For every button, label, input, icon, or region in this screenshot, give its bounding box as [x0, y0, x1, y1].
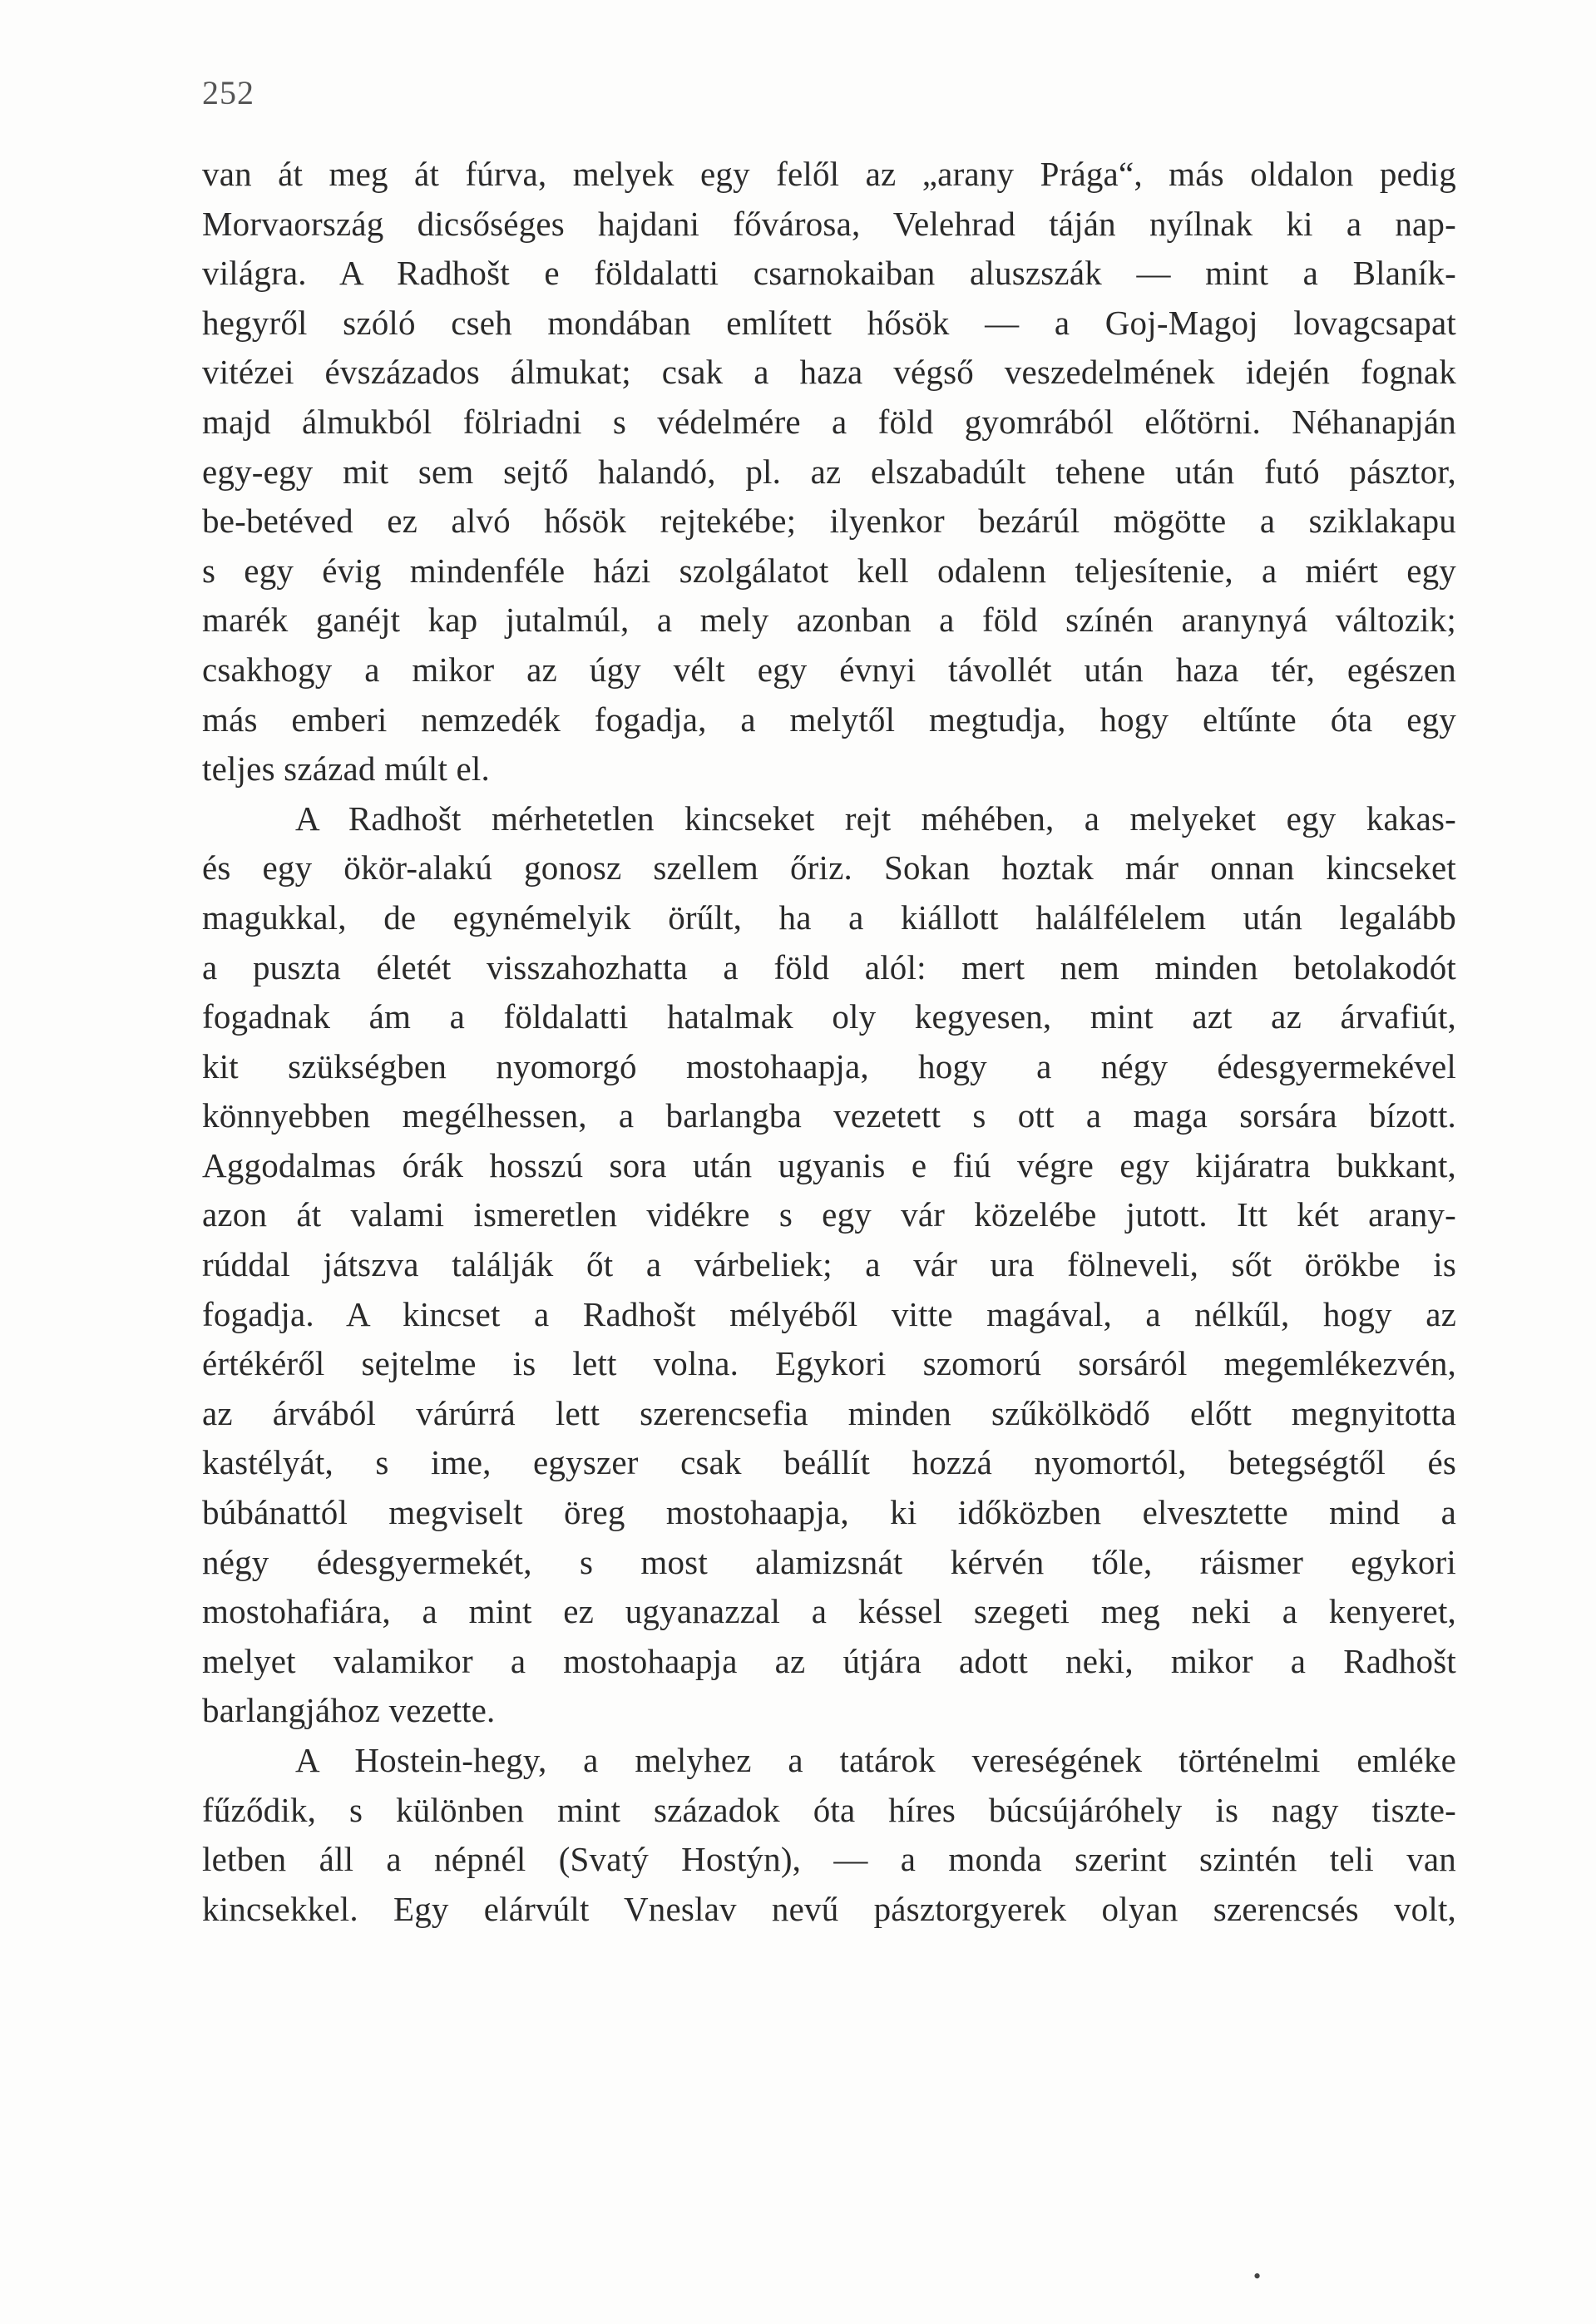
text-line: vitézei évszázados álmukat; csak a haza végső veszedelmének idején fognak — [202, 353, 1456, 392]
text-line: az árvából várúrrá lett szerencsefia minden szűkölködő előtt megnyitotta — [202, 1393, 1456, 1432]
paragraph-start-line: A Hostein-hegy, a melyhez a tatárok vereségének történelmi emléke — [295, 1741, 1456, 1779]
text-line: kastélyát, s ime, egyszer csak beállít hozzá nyomortól, betegségtől és — [202, 1443, 1456, 1482]
text-line: és egy ökör-alakú gonosz szellem őriz. Sokan hoztak már onnan kincseket — [202, 848, 1456, 888]
text-line: rúddal játszva találják őt a várbeliek; a vár ura fölneveli, sőt örökbe is — [202, 1245, 1456, 1284]
text-line: Morvaország dicsőséges hajdani fővárosa, Velehrad táján nyílnak ki a nap- — [202, 204, 1456, 243]
paragraph-start-line: A Radhošt mérhetetlen kincseket rejt méhében, a melyeket egy kakas- — [295, 799, 1456, 838]
text-line: van át meg át fúrva, melyek egy felől az „arany Prága“, más oldalon pedig — [202, 155, 1456, 193]
text-line: azon át valami ismeretlen vidékre s egy vár közelébe jutott. Itt két arany- — [202, 1195, 1456, 1234]
body-text — [202, 150, 1456, 1934]
page-number: 252 — [202, 74, 254, 111]
text-line: be-betéved ez alvó hősök rejtekébe; ilyenkor bezárúl mögötte a sziklakapu — [202, 502, 1456, 541]
text-line: Aggodalmas órák hosszú sora után ugyanis e fiú végre egy kijáratra bukkant, — [202, 1145, 1456, 1184]
text-line: világra. A Radhošt e földalatti csarnokaiban aluszszák — mint a Blaník- — [202, 254, 1456, 293]
text-line: kit szükségben nyomorgó mostohaapja, hogy a négy édesgyermekével — [202, 1046, 1456, 1085]
text-line: a puszta életét visszahozhatta a föld alól: mert nem minden betolakodót — [202, 947, 1456, 986]
text-line: könnyebben megélhessen, a barlangba vezetett s ott a maga sorsára bízott. — [202, 1096, 1456, 1135]
text-line: fogadnak ám a földalatti hatalmak oly kegyesen, mint azt az árvafiút, — [202, 997, 1456, 1036]
text-line: marék ganéjt kap jutalmúl, a mely azonban a föld színén aranynyá változik; — [202, 601, 1456, 640]
text-line: fűződik, s különben mint századok óta híres búcsújáróhely is nagy tiszte- — [202, 1790, 1456, 1829]
text-line: búbánattól megviselt öreg mostohaapja, ki időközben elvesztette mind a — [202, 1493, 1456, 1532]
text-line: mostohafiára, a mint ez ugyanazzal a késsel szegeti meg neki a kenyeret, — [202, 1592, 1456, 1631]
text-line: más emberi nemzedék fogadja, a melytől megtudja, hogy eltűnte óta egy — [202, 700, 1456, 739]
text-line: egy-egy mit sem sejtő halandó, pl. az elszabadúlt tehene után futó pásztor, — [202, 452, 1456, 491]
text-line: melyet valamikor a mostohaapja az útjára adott neki, mikor a Radhošt — [202, 1641, 1456, 1680]
text-line: négy édesgyermekét, s most alamizsnát kérvén tőle, ráismer egykori — [202, 1542, 1456, 1581]
text-line: csakhogy a mikor az úgy vélt egy évnyi távollét után haza tér, egészen — [202, 650, 1456, 689]
paragraph-end-line: teljes század múlt el. — [202, 749, 490, 789]
text-line: majd álmukból fölriadni s védelmére a föld gyomrából előtörni. Néhanapján — [202, 402, 1456, 441]
text-line: letben áll a népnél (Svatý Hostýn), — a monda szerint szintén teli van — [202, 1840, 1456, 1879]
text-line: értékéről sejtelme is lett volna. Egykori szomorú sorsáról megemlékezvén, — [202, 1344, 1456, 1383]
text-line: fogadja. A kincset a Radhošt mélyéből vitte magával, a nélkűl, hogy az — [202, 1294, 1456, 1333]
printer-mark: • — [1253, 2264, 1262, 2288]
text-line: kincsekkel. Egy elárvúlt Vneslav nevű pásztorgyerek olyan szerencsés volt, — [202, 1889, 1456, 1928]
text-line: s egy évig mindenféle házi szolgálatot kell odalenn teljesítenie, a miért egy — [202, 551, 1456, 590]
text-line: hegyről szóló cseh mondában említett hősök — a Goj-Magoj lovagcsapat — [202, 303, 1456, 342]
text-line: magukkal, de egynémelyik örűlt, ha a kiállott halálfélelem után legalább — [202, 897, 1456, 937]
paragraph-end-line: barlangjához vezette. — [202, 1691, 496, 1730]
